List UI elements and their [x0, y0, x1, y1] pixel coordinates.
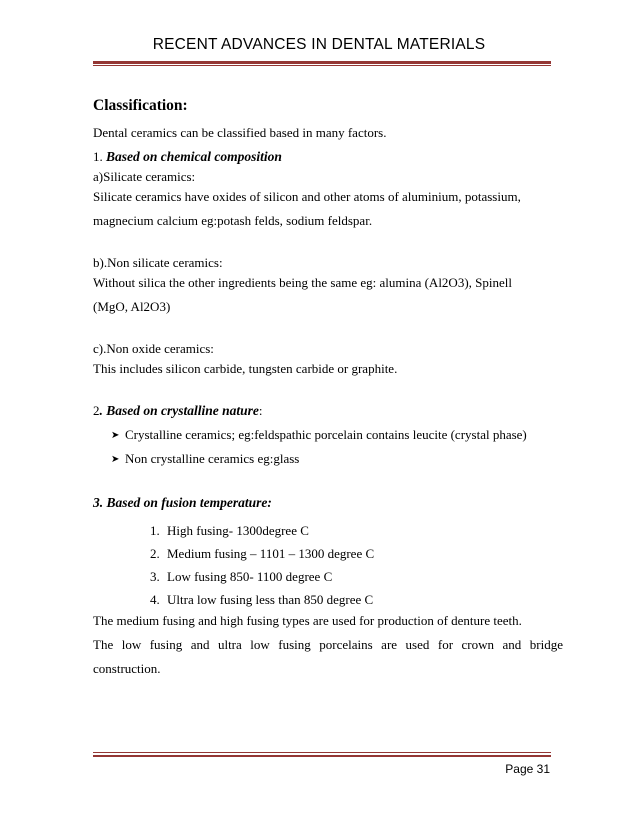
list-number: 2.: [150, 546, 160, 561]
silicate-line-2: magnecium calcium eg:potash felds, sodium feldspar.: [93, 213, 373, 228]
list-item: [150, 588, 563, 611]
header-rule-thick: [93, 61, 551, 64]
page-content: [93, 96, 563, 679]
nonsilicate-line-1: Without silica the other ingredients being the same eg: alumina (Al2O3), Spinell: [93, 275, 512, 290]
list-item: [150, 565, 563, 588]
spacer: [93, 321, 563, 339]
footer-rule-thick: [93, 755, 551, 758]
list-number: 1.: [150, 523, 160, 538]
fusion-heading: 3. Based on fusion temperature:: [93, 495, 272, 510]
silicate-label: a)Silicate ceramics:: [93, 169, 196, 184]
list-number: 4.: [150, 592, 160, 607]
arrow-bullet-icon: ➤: [111, 454, 120, 465]
list-item-text: Crystalline ceramics; eg:feldspathic porcelain contains leucite (crystal phase): [125, 427, 527, 442]
fusion-note-2-continued: construction.: [93, 661, 161, 676]
list-item: [111, 423, 563, 447]
arrow-bullet-icon: ➤: [111, 430, 120, 441]
list-item: [150, 519, 563, 542]
crystalline-heading: [93, 401, 563, 421]
list-number: 3.: [150, 569, 160, 584]
list-item-text: Non crystalline ceramics eg:glass: [125, 451, 300, 466]
crystalline-colon: :: [258, 403, 263, 418]
composition-heading: [93, 147, 563, 167]
list-item-text: High fusing- 1300degree C: [167, 523, 309, 538]
footer-rule-thin: [93, 752, 551, 753]
fusion-list: [93, 519, 563, 611]
nonsilicate-line-2: (MgO, Al2O3): [93, 299, 171, 314]
composition-heading-text: Based on chemical composition: [106, 149, 282, 164]
intro-text: Dental ceramics can be classified based in many factors.: [93, 125, 387, 140]
nonoxide-label: c).Non oxide ceramics:: [93, 341, 214, 356]
spacer: [93, 471, 563, 489]
crystalline-list: [93, 423, 563, 471]
nonsilicate-label: b).Non silicate ceramics:: [93, 255, 223, 270]
spacer: [93, 379, 563, 397]
silicate-line-1: Silicate ceramics have oxides of silicon and other atoms of aluminium, potassium,: [93, 189, 521, 204]
list-item: [111, 447, 563, 471]
composition-number: 1.: [93, 149, 103, 164]
page-number: Page 31: [505, 762, 550, 776]
nonoxide-line-1: This includes silicon carbide, tungsten carbide or graphite.: [93, 361, 398, 376]
page-header: RECENT ADVANCES IN DENTAL MATERIALS: [152, 36, 486, 53]
fusion-note-1: The medium fusing and high fusing types are used for production of denture teeth.: [93, 613, 522, 628]
spacer: [93, 235, 563, 253]
list-item-text: Ultra low fusing less than 850 degree C: [167, 592, 374, 607]
crystalline-number: 2: [93, 403, 100, 418]
section-title: Classification:: [93, 97, 188, 114]
list-item-text: Low fusing 850- 1100 degree C: [167, 569, 333, 584]
list-item-text: Medium fusing – 1101 – 1300 degree C: [167, 546, 375, 561]
header-rule-thin: [93, 65, 551, 66]
list-item: [150, 542, 563, 565]
crystalline-heading-text: . Based on crystalline nature: [99, 403, 259, 418]
fusion-note-2: The low fusing and ultra low fusing porcelains are used for crown and bridge: [93, 637, 563, 652]
